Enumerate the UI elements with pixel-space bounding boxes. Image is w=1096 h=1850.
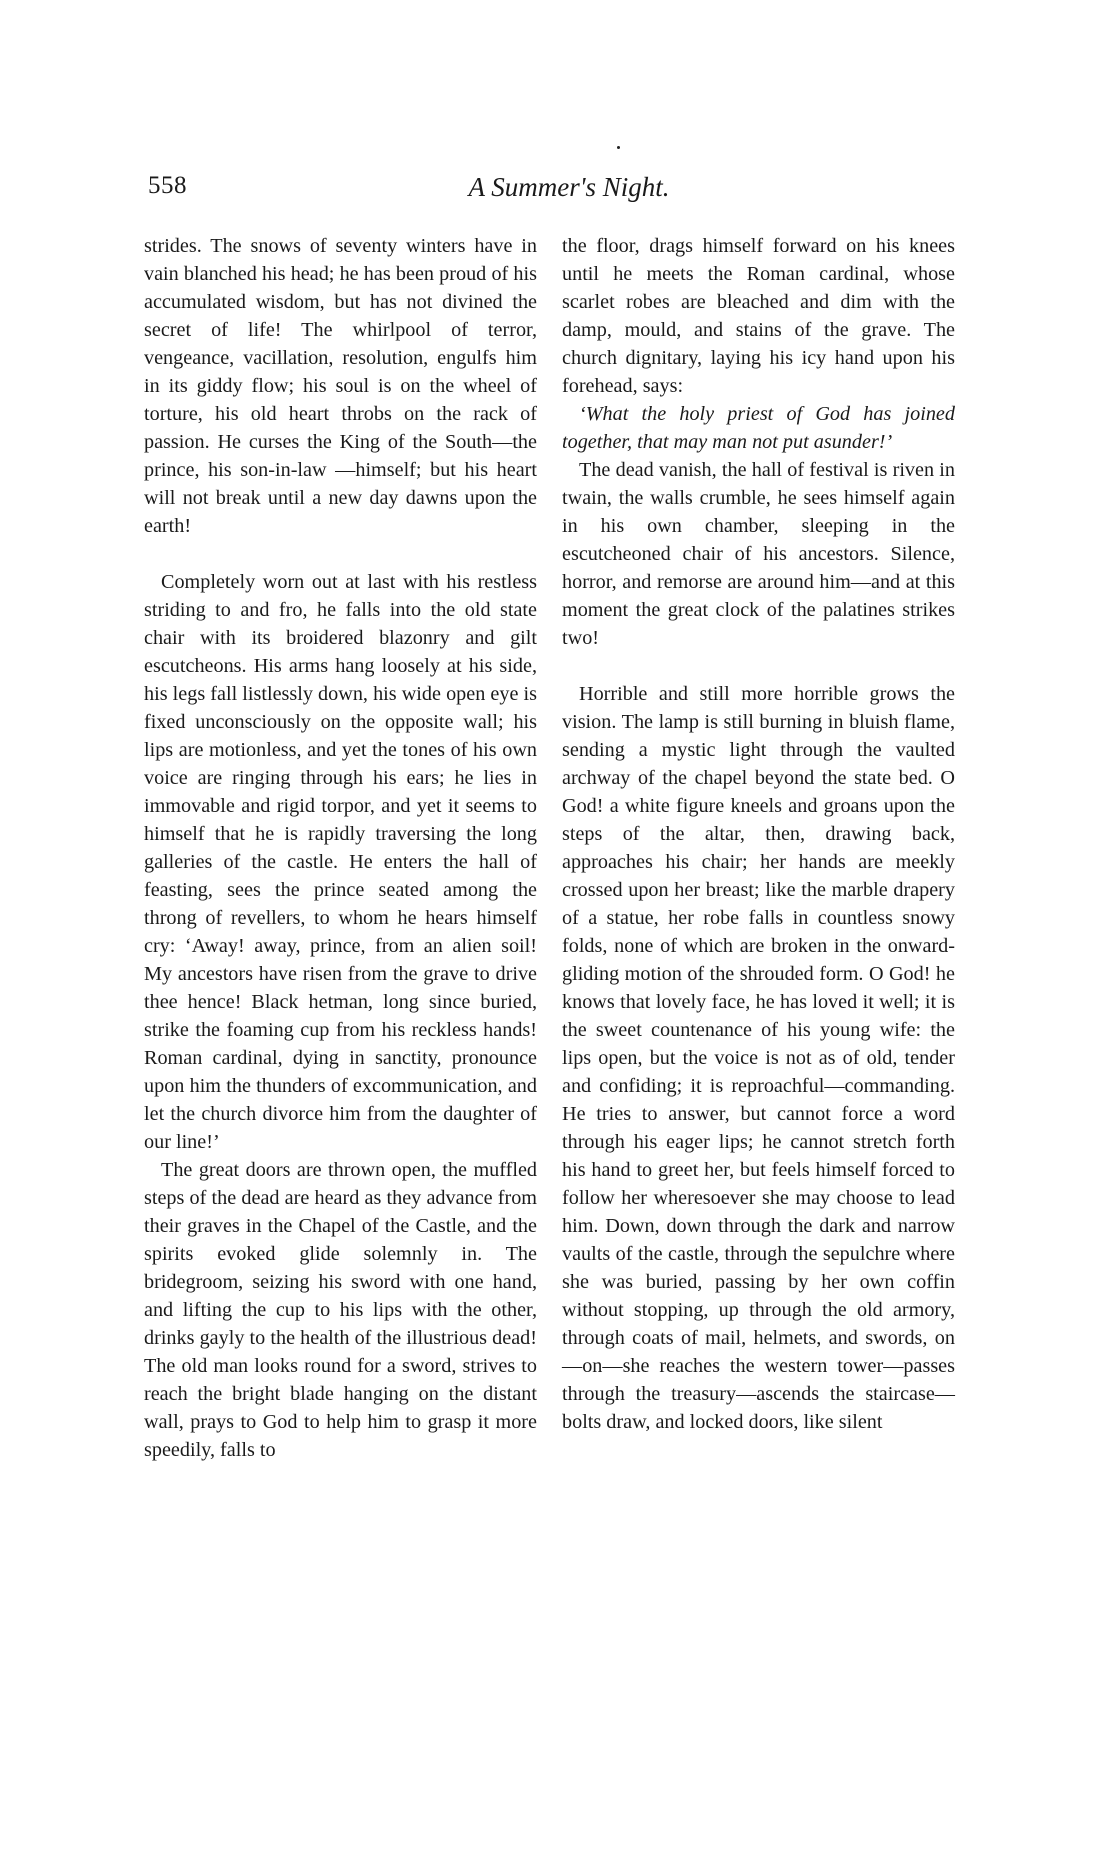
quotation: ‘What the holy priest of God has joined together, that may man not put asunder!’ — [562, 403, 955, 453]
running-title: A Summer's Night. — [468, 172, 670, 202]
page-header — [148, 172, 970, 212]
paragraph: Horrible and still more horrible grows the vision. The lamp is still burning in bluish flame, sending a mystic light through the vaulted archway of the chapel beyond the state bed. O God! a white figure kneels and groans upon the steps of the altar, then, drawing back, approaches his chair; her hands are meekly crossed upon her breast; like the marble drapery of a statue, her robe falls in countless snowy folds, none of which are broken in the onward-gliding motion of the shrouded form. O God! he knows that lovely face, he has loved it well; it is the sweet countenance of his young wife: the lips open, but the voice is not as of old, tender and confiding; it is reproachful—commanding. He tries to answer, but cannot force a word through his eager lips; he cannot stretch forth his hand to greet her, but feels himself forced to follow her wheresoever she may choose to lead him. Down, down through the dark and narrow vaults of the castle, through the sepulchre where she was buried, passing by her own coffin without stopping, up through the old armory, through coats of mail, helmets, and swords, on—on—she reaches the western tower—passes through the treasury—ascends the staircase—bolts draw, and locked doors, like silent — [562, 683, 955, 1433]
paragraph: Completely worn out at last with his restless striding to and fro, he falls into the old state chair with its broidered blazonry and gilt escutcheons. His arms hang loosely at his side, his legs fall listlessly down, his wide open eye is fixed unconsciously on the opposite wall; his lips are motionless, and yet the tones of his own voice are ringing through his ears; he lies in immovable and rigid torpor, and yet it seems to himself that he is rapidly traversing the long galleries of the castle. He enters the hall of feasting, sees the prince seated among the throng of revellers, to whom he hears himself cry: ‘Away! away, prince, from an alien soil! My ancestors have risen from the grave to drive thee hence! Black hetman, long since buried, strike the foaming cup from his reckless hands! Roman cardinal, dying in sanctity, pronounce upon him the thunders of excommunication, and let the church divorce him from the daughter of our line!’ — [144, 571, 537, 1153]
paragraph: The dead vanish, the hall of festival is riven in twain, the walls crumble, he sees himself again in his own chamber, sleeping in the escutcheoned chair of his ancestors. Silence, horror, and remorse are around him—and at this moment the great clock of the palatines strikes two! — [562, 459, 955, 649]
paragraph: The great doors are thrown open, the muffled steps of the dead are heard as they advance from their graves in the Chapel of the Castle, and the spirits evoked glide solemnly in. The bridegroom, seizing his sword with one hand, and lifting the cup to his lips with the other, drinks gayly to the health of the illustrious dead! The old man looks round for a sword, strives to reach the bright blade hanging on the distant wall, prays to God to help him to grasp it more speedily, falls to — [144, 1159, 537, 1461]
left-column — [144, 232, 537, 1464]
print-speck — [617, 146, 620, 149]
page-number: 558 — [148, 172, 187, 199]
right-column — [562, 232, 955, 1436]
paragraph-continuation: the floor, drags himself forward on his knees until he meets the Roman cardinal, whose scarlet robes are bleached and dim with the damp, mould, and stains of the grave. The church dignitary, laying his icy hand upon his forehead, says: — [562, 235, 955, 397]
paragraph-continuation: strides. The snows of seventy winters have in vain blanched his head; he has been proud of his accumulated wisdom, but has not divined the secret of life! The whirlpool of terror, vengeance, vacillation, resolution, engulfs him in its giddy flow; his soul is on the wheel of torture, his old heart throbs on the rack of passion. He curses the King of the South—the prince, his son-in-law —himself; but his heart will not break until a new day dawns upon the earth! — [144, 235, 537, 537]
